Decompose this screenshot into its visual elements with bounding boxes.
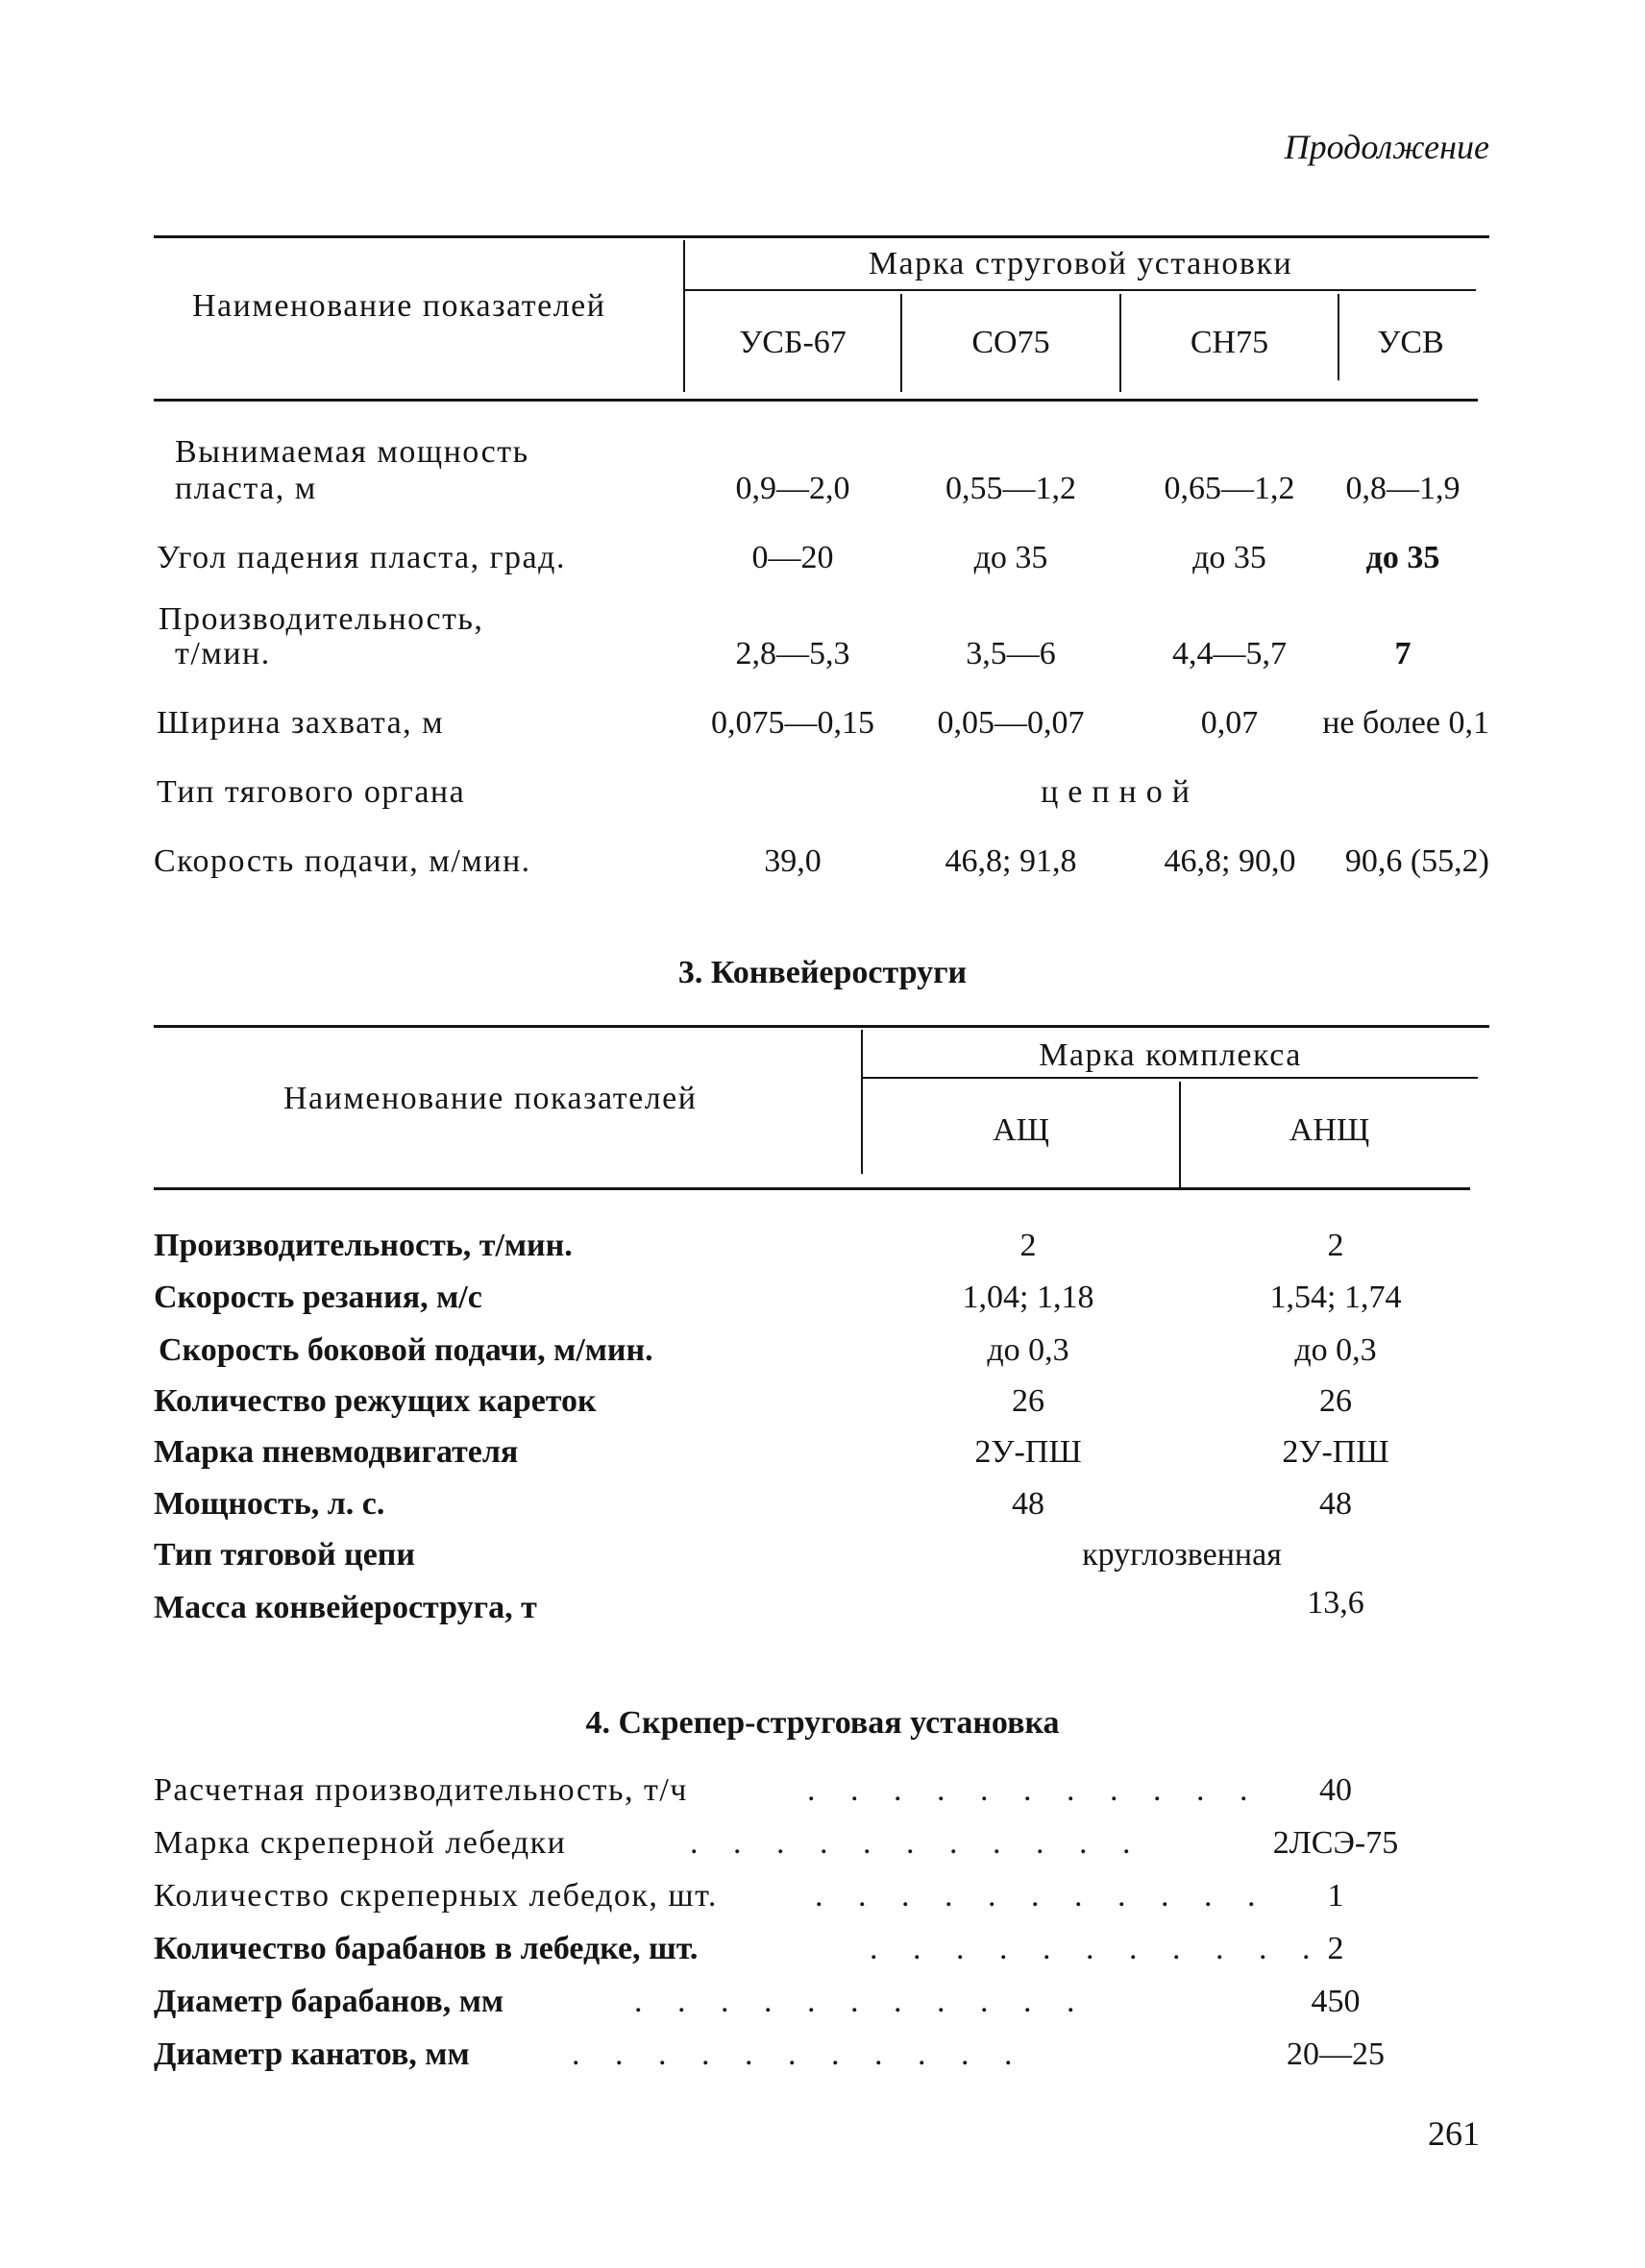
cell-value: 46,8; 90,0 (1164, 843, 1296, 879)
dot-leader: . . . . . . . . . . . (807, 1772, 1262, 1808)
cell-value: 90,6 (55,2) (1344, 843, 1489, 879)
cell-value: 48 (1319, 1486, 1352, 1522)
table1-header-bottom-rule (154, 399, 1478, 402)
dot-leader: . . . . . . . . . . . (572, 2036, 1026, 2072)
cell-value: 1,54; 1,74 (1269, 1280, 1402, 1315)
table2-top-rule (154, 1025, 1489, 1028)
cell-value: до 35 (1365, 540, 1440, 575)
cell-value: 0—20 (751, 540, 834, 575)
spec-value: 2ЛСЭ-75 (1272, 1825, 1399, 1861)
table1-col-sn75: СН75 (1190, 325, 1269, 360)
spec-label: Диаметр барабанов, мм (154, 1984, 504, 2019)
cell-value: 46,8; 91,8 (945, 843, 1077, 879)
cell-value: 7 (1394, 636, 1412, 671)
cell-value: 48 (1012, 1486, 1044, 1522)
continuation-label: Продолжение (1284, 128, 1489, 166)
cell-value: 1,04; 1,18 (962, 1280, 1094, 1315)
cell-value: 0,55—1,2 (945, 471, 1076, 506)
cell-value: 0,8—1,9 (1345, 471, 1461, 506)
dot-leader: . . . . . . . . . . . (690, 1825, 1144, 1861)
table2-group-rule (863, 1077, 1478, 1079)
row-label-line1: Тип тягового органа (157, 774, 466, 810)
row-label-line2: т/мин. (175, 636, 271, 671)
table1-col-usv: УСВ (1377, 325, 1444, 360)
table2-col-ashch: АЩ (993, 1112, 1049, 1148)
row-label: Мощность, л. с. (154, 1486, 385, 1522)
row-label-line1: Производительность, (159, 601, 484, 637)
cell-value: 4,4—5,7 (1172, 636, 1287, 671)
cell-value: 0,65—1,2 (1164, 471, 1295, 506)
table1-header-group: Марка струговой установки (868, 246, 1293, 281)
row-label: Тип тяговой цепи (154, 1537, 415, 1573)
dot-leader: . . . . . . . . . . . (634, 1984, 1089, 2019)
cell-value: до 35 (973, 540, 1048, 575)
row-label: Скорость резания, м/с (154, 1280, 482, 1315)
row-label-line1: Скорость подачи, м/мин. (154, 843, 531, 879)
table2-header-name: Наименование показателей (283, 1081, 698, 1116)
row-label: Масса конвейероструга, т (154, 1590, 537, 1625)
page-number: 261 (1428, 2114, 1480, 2153)
spec-value: 2 (1327, 1931, 1344, 1966)
cell-value: не более 0,1 (1322, 705, 1489, 741)
merged-cell-value: круглозвенная (1082, 1537, 1282, 1573)
table2-col-anshch: АНЩ (1289, 1112, 1370, 1148)
dot-leader: . . . . . . . . . . . (870, 1931, 1324, 1966)
spec-value: 1 (1327, 1878, 1344, 1914)
cell-value: 26 (1319, 1383, 1352, 1419)
table2-header-bottom-rule (154, 1187, 1470, 1190)
row-label-line1: Вынимаемая мощность (175, 434, 529, 470)
cell-value: 26 (1012, 1383, 1044, 1419)
cell-value: до 0,3 (987, 1332, 1069, 1368)
cell-value: 0,9—2,0 (735, 471, 850, 506)
table2-header-group: Марка комплекса (1039, 1037, 1302, 1073)
spec-label: Количество скреперных лебедок, шт. (154, 1878, 718, 1914)
table1-group-rule (685, 289, 1476, 291)
table1-col-usb67: УСБ-67 (739, 325, 847, 360)
row-label-line1: Угол падения пласта, град. (157, 540, 566, 575)
dot-leader: . . . . . . . . . . . (815, 1878, 1269, 1914)
cell-value: 0,075—0,15 (711, 705, 874, 741)
row-label: Производительность, т/мин. (154, 1228, 573, 1263)
cell-value: 2У-ПШ (1282, 1434, 1389, 1470)
row-label-line2: пласта, м (175, 471, 317, 506)
cell-value: 39,0 (764, 843, 822, 879)
row-label: Скорость боковой подачи, м/мин. (159, 1332, 653, 1368)
cell-value: до 35 (1192, 540, 1266, 575)
table1-col-so75: СО75 (971, 325, 1050, 360)
spec-value: 40 (1319, 1772, 1352, 1808)
table1-header-name: Наименование показателей (192, 288, 606, 324)
row-label: Марка пневмодвигателя (154, 1434, 519, 1470)
merged-cell-value: 13,6 (1307, 1585, 1364, 1621)
row-label: Количество режущих кареток (154, 1383, 597, 1419)
section4-title: 4. Скрепер-струговая установка (585, 1705, 1060, 1741)
cell-value: 3,5—6 (966, 636, 1056, 671)
cell-value: 2 (1019, 1228, 1037, 1263)
row-label-line1: Ширина захвата, м (157, 705, 445, 741)
cell-value: 0,07 (1200, 705, 1259, 741)
spec-value: 20—25 (1287, 2036, 1385, 2072)
cell-value: 2,8—5,3 (735, 636, 850, 671)
cell-value: 2 (1327, 1228, 1344, 1263)
table1-top-rule (154, 235, 1489, 238)
cell-value: до 0,3 (1294, 1332, 1377, 1368)
spec-label: Расчетная производительность, т/ч (154, 1772, 688, 1808)
spec-label: Марка скреперной лебедки (154, 1825, 567, 1861)
section3-title: 3. Конвейероструги (677, 955, 968, 990)
cell-value: 0,05—0,07 (937, 705, 1085, 741)
merged-cell-value: цепной (1041, 774, 1199, 810)
spec-value: 450 (1311, 1984, 1361, 2019)
cell-value: 2У-ПШ (974, 1434, 1082, 1470)
spec-label: Количество барабанов в лебедке, шт. (154, 1931, 699, 1966)
spec-label: Диаметр канатов, мм (154, 2036, 470, 2072)
